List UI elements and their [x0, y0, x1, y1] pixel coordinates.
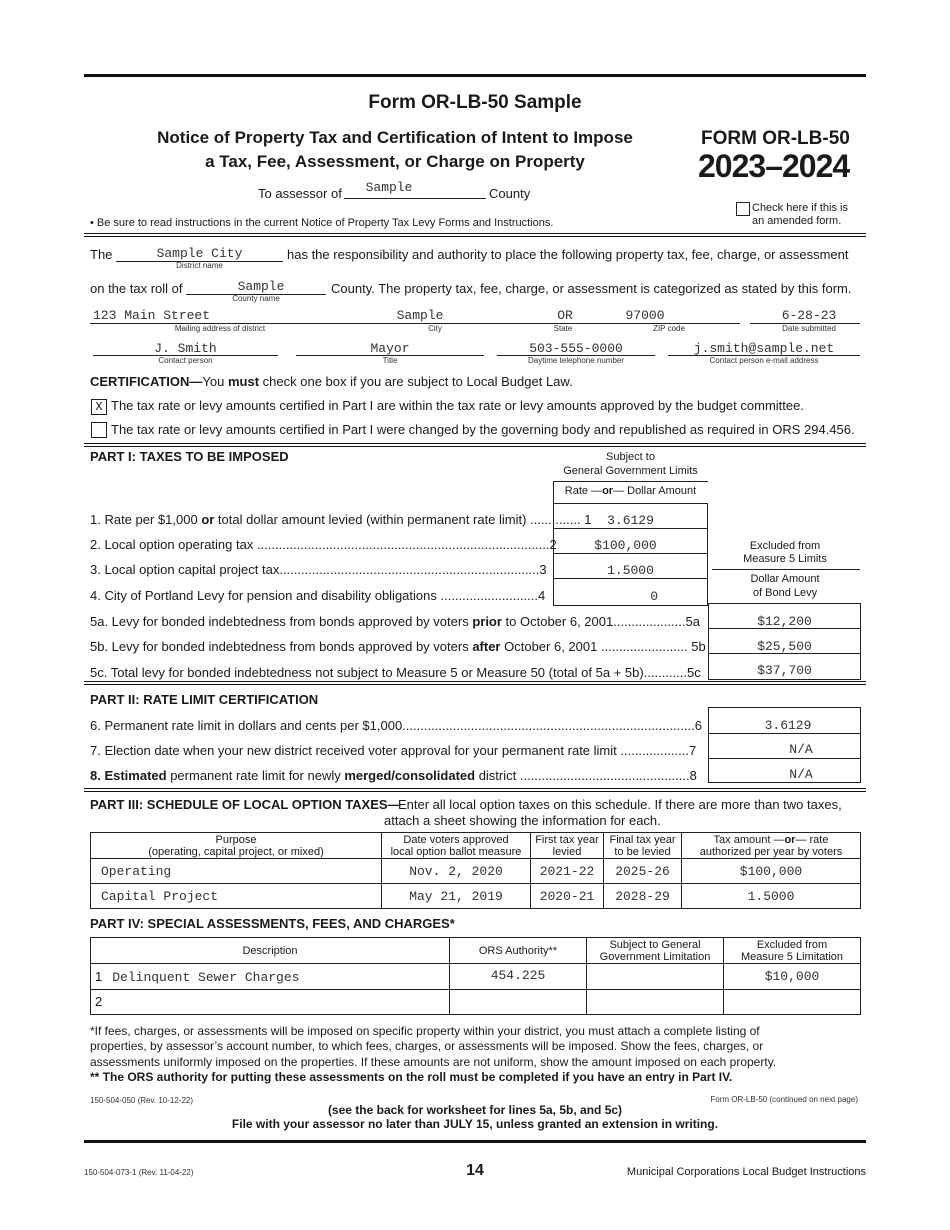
part3-instructions-2: attach a sheet showing the information for each.: [384, 813, 661, 828]
part3-row1-purpose[interactable]: Operating: [91, 859, 382, 884]
part3-col-date-1: Date voters approved: [403, 833, 509, 846]
certification-option1-text: The tax rate or levy amounts certified in Part I are within the tax rate or levy amounts approved by the budget committee.: [111, 398, 804, 413]
line5a-value[interactable]: $12,200: [757, 614, 812, 629]
line5b-label-b: October 6, 2001 ........................ 5b: [500, 639, 706, 654]
part2-rule-2: [84, 684, 866, 685]
line5b-label: [90, 639, 704, 654]
line1-label: [90, 512, 592, 527]
rate-header: [553, 485, 708, 497]
line2-value[interactable]: $100,000: [594, 538, 657, 553]
form-label: FORM OR-LB-50: [701, 128, 850, 149]
amended-label-1: Check here if this is: [752, 202, 848, 214]
address-field[interactable]: 123 Main Street: [93, 308, 211, 323]
notice-title-line1: Notice of Property Tax and Certification of Intent to Impose: [157, 128, 633, 147]
part4-col-ors: ORS Authority**: [450, 938, 587, 964]
line5b-label-after: after: [472, 639, 501, 654]
table-row: [91, 859, 861, 884]
line5b-label-a: 5b. Levy for bonded indebtedness from bonds approved by voters: [90, 639, 473, 654]
part1-rule-2: [84, 446, 866, 447]
line3-value[interactable]: 1.5000: [607, 563, 654, 578]
line1-label-a: 1. Rate per $1,000: [90, 512, 202, 527]
assessor-county-field[interactable]: Sample: [365, 180, 413, 195]
form-year: 2023–2024: [698, 148, 850, 184]
part3-row1-first[interactable]: 2021-22: [531, 859, 604, 884]
city-caption: City: [428, 324, 442, 333]
part1-rule-1: [84, 443, 866, 444]
title-caption: Title: [382, 356, 398, 365]
part4-row1-subject[interactable]: [587, 964, 724, 990]
table-row: [91, 964, 861, 990]
line8-label-estimated: 8. Estimated: [90, 768, 167, 783]
assessor-county-line: [344, 198, 486, 199]
part1-box-div-1: [553, 528, 708, 529]
footnote-1-line3: assessments uniformly imposed on the properties. If these amounts are not uniform, show the amount imposed on each property.: [90, 1055, 777, 1069]
subject-header-1: Subject to: [606, 451, 655, 463]
part3-col-final-2: to be levied: [614, 845, 671, 858]
rate-header-a: Rate —: [564, 485, 603, 497]
line7-value[interactable]: N/A: [789, 742, 813, 757]
part3-col-date: [382, 833, 531, 859]
county-name-caption: County name: [232, 294, 280, 303]
excluded-header-2: Measure 5 Limits: [743, 553, 827, 565]
part4-row2-num: 2: [95, 994, 103, 1009]
notice-title-line2: a Tax, Fee, Assessment, or Charge on Property: [205, 152, 585, 171]
part3-col-amount-1b: — rate: [795, 833, 829, 846]
district-name-caption: District name: [176, 261, 223, 270]
city-field[interactable]: Sample: [396, 308, 444, 323]
see-back-note: (see the back for worksheet for lines 5a, 5b, and 5c): [327, 1103, 623, 1117]
tax-roll-prefix: on the tax roll of: [90, 281, 183, 296]
part3-col-amount-or: or: [784, 833, 796, 846]
line1-label-b: total dollar amount levied (within permanent rate limit) .............. 1: [214, 512, 592, 527]
amended-label-2: an amended form.: [752, 215, 842, 227]
phone-caption: Daytime telephone number: [527, 356, 625, 365]
certification-option2-checkbox[interactable]: [91, 422, 107, 438]
page-footer-right: Municipal Corporations Local Budget Instructions: [626, 1166, 866, 1178]
line5c-value[interactable]: $37,700: [757, 663, 812, 678]
line5a-label: [90, 614, 704, 629]
email-caption: Contact person e-mail address: [709, 356, 819, 365]
line8-value[interactable]: N/A: [789, 767, 813, 782]
form-code-left: 150-504-050 (Rev. 10-12-22): [90, 1096, 194, 1105]
zip-field[interactable]: 97000: [625, 308, 665, 323]
line6-value[interactable]: 3.6129: [764, 718, 812, 733]
line5c-label: 5c. Total levy for bonded indebtedness not subject to Measure 5 or Measure 50 (total of 5a + 5b)............5c: [90, 665, 701, 680]
part3-col-amount-1a: Tax amount —: [713, 833, 785, 846]
date-submitted-field[interactable]: 6-28-23: [781, 308, 837, 323]
part4-row1-excluded[interactable]: $10,000: [724, 964, 861, 990]
bottom-rule: [84, 1140, 866, 1143]
title-field[interactable]: Mayor: [370, 341, 410, 356]
part4-row2-subject[interactable]: [587, 990, 724, 1015]
line5b-value[interactable]: $25,500: [757, 639, 812, 654]
part3-row1-amount[interactable]: $100,000: [682, 859, 861, 884]
part4-row1-ors[interactable]: 454.225: [450, 964, 587, 990]
subject-header-rule: [553, 481, 708, 482]
amended-form-checkbox[interactable]: [736, 202, 750, 216]
part1-box-div-2: [553, 553, 708, 554]
line5a-label-b: to October 6, 2001....................5a: [501, 614, 700, 629]
page-footer-left: 150-504-073-1 (Rev. 11-04-22): [84, 1168, 194, 1177]
footnote-1-line2: properties, by assessor’s account number, to which fees, charges, or assessments will be imposed. Show the fees, charges, or: [90, 1039, 764, 1053]
certification-option1-checkbox[interactable]: X: [91, 399, 107, 415]
part3-col-first-1: First tax year: [535, 833, 599, 846]
to-assessor-prefix: To assessor of: [258, 186, 342, 201]
part2-box-div-2: [708, 758, 861, 759]
part3-col-purpose-1: Purpose: [215, 833, 257, 846]
part4-col-excluded: [724, 938, 861, 964]
line5a-label-prior: prior: [472, 614, 502, 629]
part3-col-amount-2: authorized per year by voters: [699, 845, 843, 858]
part4-row2-desc-cell: [91, 990, 450, 1015]
line8-label-merged: merged/consolidated: [344, 768, 476, 783]
part3-heading: PART III: SCHEDULE OF LOCAL OPTION TAXES—: [90, 797, 401, 812]
part2-heading: PART II: RATE LIMIT CERTIFICATION: [90, 692, 319, 707]
footnote-2: ** The ORS authority for putting these assessments on the roll must be completed if you have an entry in Part IV.: [90, 1070, 733, 1084]
state-field[interactable]: OR: [557, 308, 573, 323]
part3-col-amount-1: [682, 834, 860, 846]
responsibility-text: has the responsibility and authority to place the following property tax, fee, charge, or assessment: [287, 247, 849, 262]
certification-text-a: You: [202, 374, 228, 389]
line1-value[interactable]: 3.6129: [607, 513, 654, 528]
line2-label: 2. Local option operating tax .................................................................................2: [90, 537, 557, 552]
bond-header-2: of Bond Levy: [752, 587, 818, 599]
part3-row2-amount[interactable]: 1.5000: [682, 884, 861, 909]
address-caption: Mailing address of district: [174, 324, 266, 333]
part4-header-row: [91, 938, 861, 964]
part4-row2-ors[interactable]: [450, 990, 587, 1015]
part4-row1-num: 1: [95, 968, 103, 984]
part3-col-final: [604, 833, 682, 859]
line5a-label-a: 5a. Levy for bonded indebtedness from bonds approved by voters: [90, 614, 473, 629]
part4-row1-desc-cell: [91, 964, 450, 990]
subject-header-2: General Government Limits: [563, 465, 698, 477]
email-field[interactable]: j.smith@sample.net: [693, 341, 835, 356]
part4-col-excluded-2: Measure 5 Limitation: [740, 950, 844, 963]
part1-heading: PART I: TAXES TO BE IMPOSED: [90, 449, 289, 464]
page-title: Form OR-LB-50 Sample: [368, 92, 582, 113]
line1-label-or: or: [201, 512, 215, 527]
header-rule-1: [84, 233, 866, 234]
line8-label-b: district ...............................................8: [475, 768, 697, 783]
zip-caption: ZIP code: [653, 324, 685, 333]
line4-label: 4. City of Portland Levy for pension and disability obligations ...........................4: [90, 588, 546, 603]
part3-rule-2: [84, 791, 866, 792]
the-label: The: [90, 247, 113, 262]
part3-row2-date[interactable]: May 21, 2019: [382, 884, 531, 909]
part4-table: [90, 937, 861, 1015]
part3-col-date-2: local option ballot measure: [390, 845, 522, 858]
part2-rule-1: [84, 681, 866, 682]
contact-caption: Contact person: [158, 356, 213, 365]
part4-col-desc: Description: [91, 938, 450, 964]
part3-col-amount: [682, 833, 861, 859]
district-name-field[interactable]: Sample City: [156, 246, 243, 261]
part3-instructions-1: Enter all local option taxes on this schedule. If there are more than two taxes,: [398, 797, 842, 812]
certification-label: CERTIFICATION—: [90, 374, 203, 389]
excluded-header-1: Excluded from: [749, 540, 821, 552]
date-caption: Date submitted: [782, 324, 836, 333]
part3-row2-final[interactable]: 2028-29: [604, 884, 682, 909]
part3-rule-1: [84, 788, 866, 789]
page-number: 14: [466, 1162, 484, 1179]
part3-row1-final[interactable]: 2025-26: [604, 859, 682, 884]
instructions-note: • Be sure to read instructions in the current Notice of Property Tax Levy Forms and Instructions.: [90, 217, 554, 229]
part3-col-purpose-2: (operating, capital project, or mixed): [148, 845, 324, 858]
contact-person-field[interactable]: J. Smith: [154, 341, 217, 356]
part4-col-excluded-1: Excluded from: [756, 938, 828, 951]
file-with-note: File with your assessor no later than JULY 15, unless granted an extension in writing.: [231, 1117, 719, 1131]
to-assessor-suffix: County: [489, 186, 531, 201]
line7-label: 7. Election date when your new district received voter approval for your permanent rate limit ...................7: [90, 743, 697, 758]
tax-roll-suffix: County. The property tax, fee, charge, or assessment is categorized as stated by this form.: [331, 281, 852, 296]
line8-label: [90, 768, 704, 783]
header-rule-2: [84, 236, 866, 237]
part3-table: [90, 832, 861, 909]
part3-header-row: [91, 833, 861, 859]
line8-label-a: permanent rate limit for newly: [166, 768, 345, 783]
form-code-right: Form OR-LB-50 (continued on next page): [710, 1095, 858, 1104]
footnote-1-line1: *If fees, charges, or assessments will be imposed on specific property within your district, you must attach a complete listing of: [90, 1024, 760, 1038]
part4-heading: PART IV: SPECIAL ASSESSMENTS, FEES, AND CHARGES*: [90, 916, 455, 931]
certification-heading: [90, 374, 573, 389]
line4-value[interactable]: 0: [650, 589, 658, 604]
rate-header-b: — Dollar Amount: [613, 485, 697, 497]
certification-text-b: check one box if you are subject to Local Budget Law.: [259, 374, 573, 389]
part4-col-subject-2: Government Limitation: [599, 950, 711, 963]
part1-box-div-3: [553, 578, 708, 579]
part3-row1-date[interactable]: Nov. 2, 2020: [382, 859, 531, 884]
certification-must: must: [227, 374, 260, 389]
line3-label: 3. Local option capital project tax........................................................................3: [90, 562, 547, 577]
phone-field[interactable]: 503-555-0000: [529, 341, 623, 356]
top-rule: [84, 74, 866, 77]
part4-col-subject-1: Subject to General: [609, 938, 701, 951]
table-row: [91, 884, 861, 909]
part4-col-subject: [587, 938, 724, 964]
part3-row2-purpose[interactable]: Capital Project: [91, 884, 382, 909]
part3-col-first-2: levied: [552, 845, 582, 858]
table-row: [91, 990, 861, 1015]
part3-row2-first[interactable]: 2020-21: [531, 884, 604, 909]
state-caption: State: [553, 324, 573, 333]
county-name-field[interactable]: Sample: [237, 279, 285, 294]
part3-col-first: [531, 833, 604, 859]
bond-header-1: Dollar Amount: [750, 573, 820, 585]
line6-label: 6. Permanent rate limit in dollars and cents per $1,000.................................................................................6: [90, 718, 702, 733]
part3-col-purpose: [91, 833, 382, 859]
part4-row1-desc[interactable]: Delinquent Sewer Charges: [112, 969, 300, 985]
part3-col-final-1: Final tax year: [609, 833, 676, 846]
part4-row2-excluded[interactable]: [724, 990, 861, 1015]
certification-option2-text: The tax rate or levy amounts certified in Part I were changed by the governing body and republished as required in ORS 294.456.: [111, 422, 855, 437]
rate-header-or: or: [602, 485, 614, 497]
part2-box-div-1: [708, 733, 861, 734]
excluded-header-rule: [712, 569, 860, 570]
